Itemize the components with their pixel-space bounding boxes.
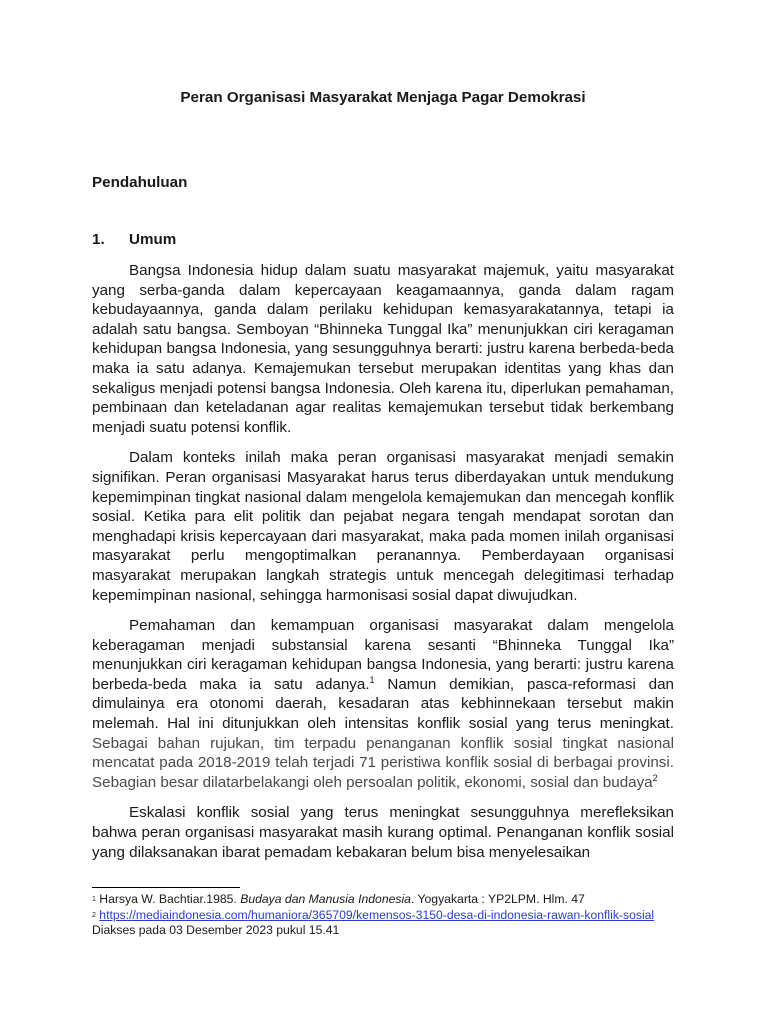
footnote-2 <box>92 908 674 939</box>
paragraph-3-part-1: Pemahaman dan kemampuan organisasi masyarakat dalam mengelola keberagaman menjadi substansial karena sesanti “Bhinneka Tunggal Ika” menunjukkan ciri keragaman kehidupan bangsa Indonesia, yang berarti: justru karena berbeda-beda maka ia satu adanya. <box>92 617 674 693</box>
footnote-ref-1[interactable]: 1 <box>369 674 375 685</box>
paragraph-4: Eskalasi konflik sosial yang terus meningkat sesungguhnya merefleksikan bahwa peran organisasi masyarakat masih kurang optimal. Penanganan konflik sosial yang dilaksanakan ibarat pemadam kebakaran belum bisa menyelesaikan <box>92 804 674 861</box>
paragraph-3 <box>92 616 674 792</box>
footnote-link[interactable]: https://mediaindonesia.com/humaniora/365709/kemensos-3150-desa-di-indonesia-rawan-konflik-sosial <box>99 907 655 922</box>
footnote-text: Diakses pada 03 Desember 2023 pukul 15.41 <box>92 923 340 937</box>
footnote-separator <box>92 887 240 888</box>
subsection-title: Umum <box>129 231 177 248</box>
footnote-text: Harsya W. Bachtiar.1985. <box>95 892 241 906</box>
paragraph-1: Bangsa Indonesia hidup dalam suatu masyarakat majemuk, yaitu masyarakat yang serba-ganda dalam kepercayaan keagamaannya, ganda dalam ragam kebudayaannya, ganda dalam perilaku kehidupan kemasyarakatannya, tetapi ia adalah satu bangsa. Semboyan “Bhinneka Tunggal Ika” menunjukkan ciri keragaman kehidupan bangsa Indonesia, yang sesungguhnya berarti: justru karena berbeda-beda maka ia satu adanya. Kemajemukan tersebut merupakan identitas yang khas dan sekaligus menjadi potensi bangsa Indonesia. Oleh karena itu, diperlukan pemahaman, pembinaan dan keteladanan agar realitas kemajemukan tersebut tidak berkembang menjadi suatu potensi konflik. <box>92 262 674 436</box>
subsection-number: 1. <box>92 231 105 248</box>
footnotes <box>92 892 674 939</box>
document-title: Peran Organisasi Masyarakat Menjaga Pagar Demokrasi <box>180 89 586 106</box>
subsection-heading <box>92 231 176 248</box>
footnote-1 <box>92 892 674 908</box>
footnote-ref-2[interactable]: 2 <box>652 772 658 783</box>
paragraph-3-quoted-source: Sebagai bahan rujukan, tim terpadu penanganan konflik sosial tingkat nasional mencatat pada 2018-2019 telah terjadi 71 peristiwa konflik sosial di berbagai provinsi. Sebagian besar dilatarbelakangi oleh persoalan politik, ekonomi, sosial dan budaya <box>92 734 674 791</box>
footnote-mark: 1 <box>92 896 96 903</box>
section-heading: Pendahuluan <box>92 174 188 191</box>
footnote-mark: 2 <box>92 911 96 919</box>
body-text <box>92 261 674 873</box>
paragraph-2: Dalam konteks inilah maka peran organisasi masyarakat menjadi semakin signifikan. Peran organisasi Masyarakat harus terus diberdayakan untuk mendukung kepemimpinan tingkat nasional dalam mengelola kemajemukan dan mencegah konflik sosial. Ketika para elit politik dan pejabat negara tengah mendapat sorotan dan menghadapi krisis kepercayaan dari masyarakat, maka pada momen inilah organisasi masyarakat perlu mengoptimalkan peranannya. Pemberdayaan organisasi masyarakat merupakan langkah strategis untuk mencegah delegitimasi terhadap kepemimpinan nasional, sehingga harmonisasi sosial dapat diwujudkan. <box>92 449 674 604</box>
paragraph-3-part-2: Namun demikian, pasca-reformasi dan dimulainya era otonomi daerah, kesadaran atas kebhinnekaan tersebut makin melemah. Hal ini ditunjukkan oleh intensitas konflik sosial yang terus meningkat. <box>92 675 674 733</box>
footnote-book-title: Budaya dan Manusia Indonesia <box>240 892 411 906</box>
footnote-text: . Yogyakarta : YP2LPM. Hlm. 47 <box>410 892 585 906</box>
